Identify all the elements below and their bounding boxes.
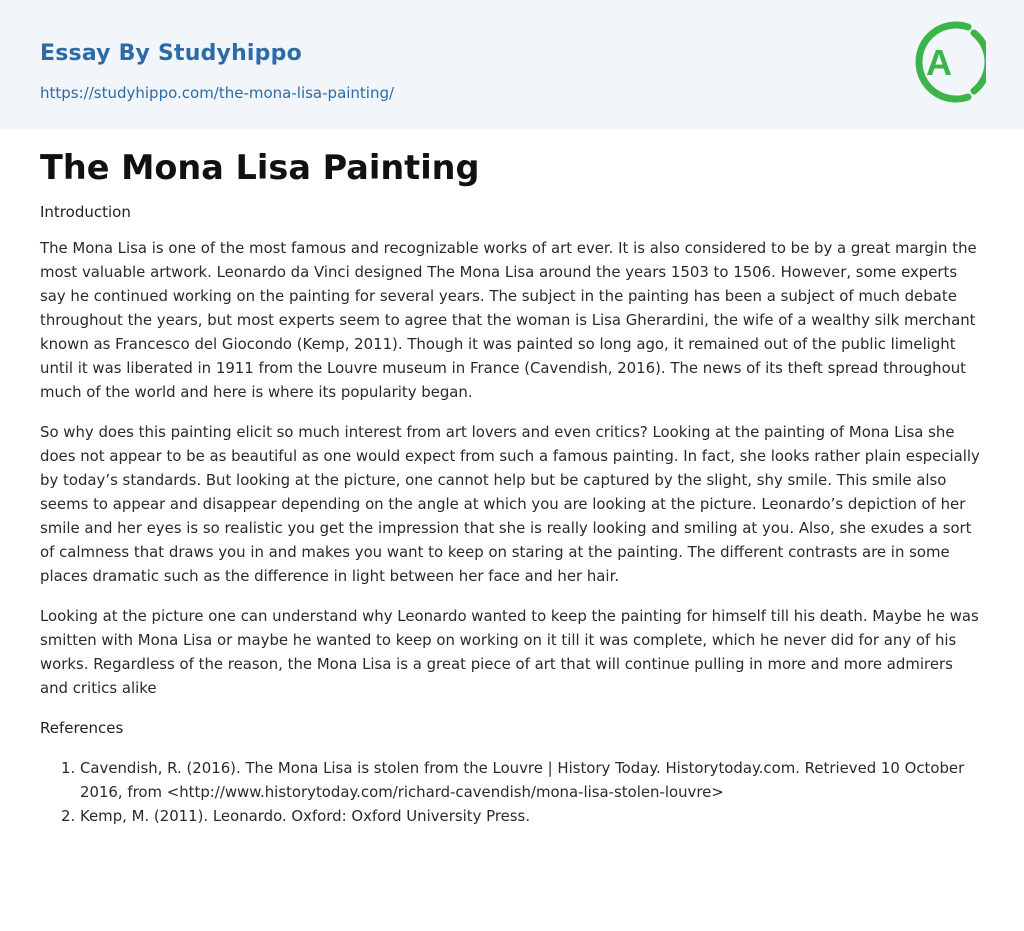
reference-item: 2. Kemp, M. (2011). Leonardo. Oxford: Oxford University Press. bbox=[80, 804, 984, 828]
paragraph-2: So why does this painting elicit so much interest from art lovers and even critics? Looking at the painting of Mona Lisa she does not appear to be as beautiful as one would expect from such a famous painting. In fact, she looks rather plain especially by today’s standards. But looking at the picture, one cannot help but be captured by the slight, shy smile. This smile also seems to appear and disappear depending on the angle at which you are looking at the picture. Leonardo’s depiction of her smile and her eyes is so realistic you get the impression that she is really looking and smiling at you. Also, she exudes a sort of calmness that draws you in and makes you want to keep on staring at the painting. The different contrasts are in some places dramatic such as the difference in light between her face and her hair. bbox=[40, 423, 980, 585]
paragraph-1: The Mona Lisa is one of the most famous and recognizable works of art ever. It is also considered to be by a great margin the most valuable artwork. Leonardo da Vinci designed The Mona Lisa around the years 1503 to 1506. However, some experts say he continued working on the painting for several years. The subject in the painting has been a subject of much debate throughout the years, but most experts seem to agree that the woman is Lisa Gherardini, the wife of a wealthy silk merchant known as Francesco del Giocondo (Kemp, 2011). Though it was painted so long ago, it remained out of the public limelight until it was liberated in 1911 from the Louvre museum in France (Cavendish, 2016). The news of its theft spread throughout much of the world and here is where its popularity began. bbox=[40, 239, 977, 401]
site-header bbox=[0, 0, 1024, 129]
references-list bbox=[40, 756, 984, 828]
grade-a-logo-icon bbox=[912, 19, 986, 105]
article bbox=[40, 146, 984, 828]
paragraph-3: Looking at the picture one can understand why Leonardo wanted to keep the painting for himself till his death. Maybe he was smitten with Mona Lisa or maybe he wanted to keep on working on it till it was complete, which he never did for any of his works. Regardless of the reason, the Mona Lisa is a great piece of art that will continue pulling in more and more admirers and critics alike bbox=[40, 607, 979, 697]
page-title: The Mona Lisa Painting bbox=[40, 148, 480, 187]
intro-heading: Introduction bbox=[40, 203, 131, 221]
brand-title[interactable]: Essay By Studyhippo bbox=[40, 41, 302, 66]
references-heading: References bbox=[40, 719, 124, 737]
page-url-link[interactable]: https://studyhippo.com/the-mona-lisa-painting/ bbox=[40, 84, 395, 102]
logo-letter: A bbox=[926, 42, 952, 83]
reference-item: 1. Cavendish, R. (2016). The Mona Lisa is stolen from the Louvre | History Today. Historytoday.com. Retrieved 10 October 2016, from <http://www.historytoday.com/richard-cavendish/mona-lisa-stolen-louvre> bbox=[80, 756, 984, 804]
